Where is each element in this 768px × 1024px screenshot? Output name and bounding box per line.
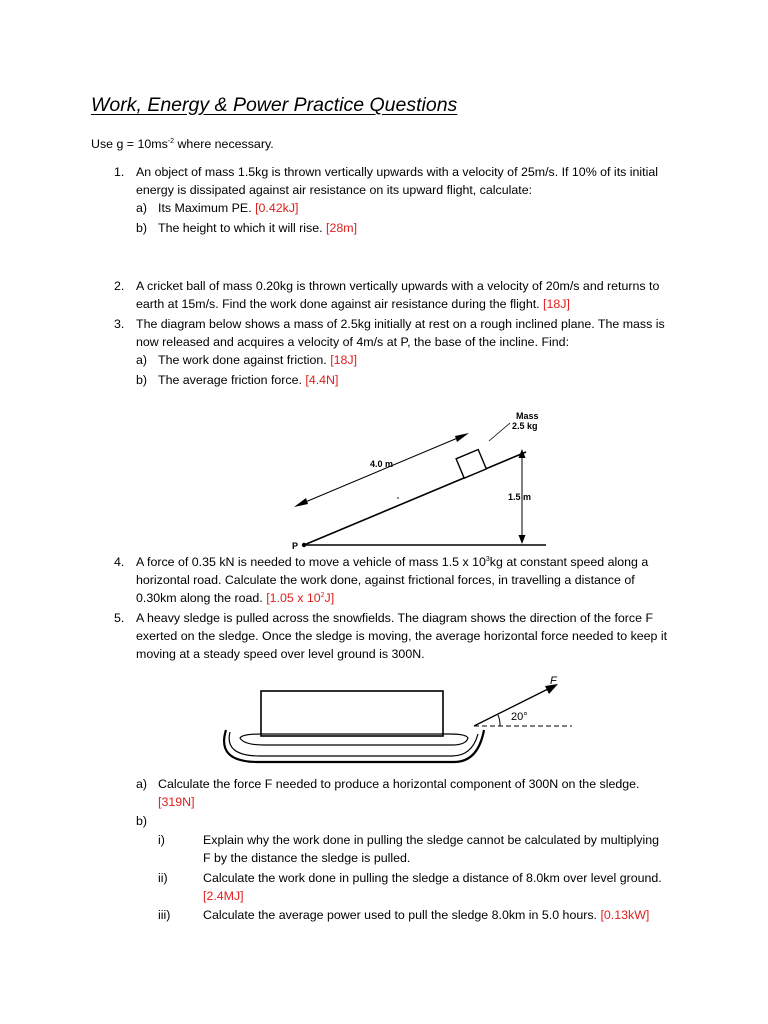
q5-number: 5. <box>114 611 125 625</box>
q4-line1: A force of 0.35 kN is needed to move a vehicle of mass 1.5 x $10^3kg$ at constant speed along a <box>136 555 649 569</box>
q5-b-label: b) <box>136 814 148 828</box>
length-label: 4.0 m <box>370 459 394 469</box>
q5-a-text: Calculate the force F needed to produce a horizontal component of 300N on the sledge. <box>158 777 640 791</box>
q5-line2: exerted on the sledge. Once the sledge is moving, the average horizontal force needed to keep it <box>136 629 668 643</box>
p-label: P <box>292 541 299 551</box>
q1-line1: An object of mass 1.5kg is thrown vertically upwards with a velocity of 25m/s. If 10% of its initial <box>136 165 659 179</box>
length-arrow <box>303 437 460 503</box>
intro-text: Use $g = 10ms^{-2}$ where necessary. <box>91 137 274 151</box>
q5-line3: moving at a steady speed over level ground is 300N. <box>136 647 425 661</box>
q2-answer: [18J] <box>543 297 570 311</box>
sledge-diagram <box>200 668 612 774</box>
q5-b-iii-answer: [0.13kW] <box>600 908 650 922</box>
q3-number: 3. <box>114 317 125 331</box>
q2-number: 2. <box>114 279 125 293</box>
q1-b-answer: [28m] <box>326 221 358 235</box>
incline-diagram <box>288 405 558 553</box>
force-label: F <box>550 675 557 687</box>
q3-b-answer: [4.4N] <box>305 373 339 387</box>
q5-b-i-line1: Explain why the work done in pulling the sledge cannot be calculated by multiplying <box>203 833 659 847</box>
mass-leader <box>489 423 510 441</box>
q4-line2: horizontal road. Calculate the work done, against frictional forces, in travelling a distance of <box>136 573 635 587</box>
mass-label-line2: 2.5 kg <box>512 421 538 431</box>
q3-line1: The diagram below shows a mass of 2.5kg initially at rest on a rough inclined plane. The mass is <box>136 317 665 331</box>
q4-answer: [1.05 x $10^2J$] <box>266 591 335 605</box>
q1-number: 1. <box>114 165 125 179</box>
q4-number: 4. <box>114 555 125 569</box>
q3-a-label: a) <box>136 353 148 367</box>
sledge-load <box>261 691 443 736</box>
q3-line2: now released and acquires a velocity of 4m/s at P, the base of the incline. Find: <box>136 335 570 349</box>
point-p <box>302 543 306 547</box>
q2-line1: A cricket ball of mass 0.20kg is thrown vertically upwards with a velocity of 20m/s and returns to <box>136 279 660 293</box>
q5-line1: A heavy sledge is pulled across the snowfields. The diagram shows the direction of the force F <box>136 611 654 625</box>
q5-b-ii-label: ii) <box>158 871 168 885</box>
q1-a-answer: [0.42kJ] <box>255 201 299 215</box>
page-title: Work, Energy & Power Practice Questions <box>91 94 458 116</box>
length-arrowhead-down <box>294 498 308 507</box>
q2-line2: earth at 15m/s. Find the work done against air resistance during the flight. [18J] <box>136 297 570 311</box>
q1-a-label: a) <box>136 201 148 215</box>
q5-b-i-label: i) <box>158 833 165 847</box>
length-arrowhead-up <box>455 433 469 442</box>
q5-b-ii-answer: [2.4MJ] <box>203 889 244 903</box>
height-arrowhead-bottom <box>519 535 526 544</box>
q3-a: The work done against friction. [18J] <box>158 353 358 367</box>
mass-label-line1: Mass <box>516 411 539 421</box>
q1-b: The height to which it will rise. [28m] <box>158 221 358 235</box>
mass-block <box>456 450 486 479</box>
q3-a-answer: [18J] <box>330 353 358 367</box>
speck <box>397 497 399 499</box>
incline-slope <box>304 452 526 545</box>
q1-a: Its Maximum PE. [0.42kJ] <box>158 201 299 215</box>
height-label: 1.5 m <box>508 492 532 502</box>
q1-line2: energy is dissipated against air resistance on its upward flight, calculate: <box>136 183 533 197</box>
q5-b-iii: Calculate the average power used to pull the sledge 8.0km in 5.0 hours. [0.13kW] <box>203 908 650 922</box>
q1-b-label: b) <box>136 221 148 235</box>
q5-b-ii-line1: Calculate the work done in pulling the sledge a distance of 8.0km over level ground. <box>203 871 662 885</box>
q5-b-iii-label: iii) <box>158 908 171 922</box>
angle-label: 20° <box>511 711 528 723</box>
q5-a-label: a) <box>136 777 148 791</box>
angle-arc <box>498 715 500 726</box>
q5-b-i-line2: F by the distance the sledge is pulled. <box>203 851 411 865</box>
q5-a-answer: [319N] <box>158 795 195 809</box>
q4-line3: 0.30km along the road. [1.05 x $10^2J$] <box>136 591 335 605</box>
q3-b-label: b) <box>136 373 148 387</box>
q3-b: The average friction force. [4.4N] <box>158 373 339 387</box>
